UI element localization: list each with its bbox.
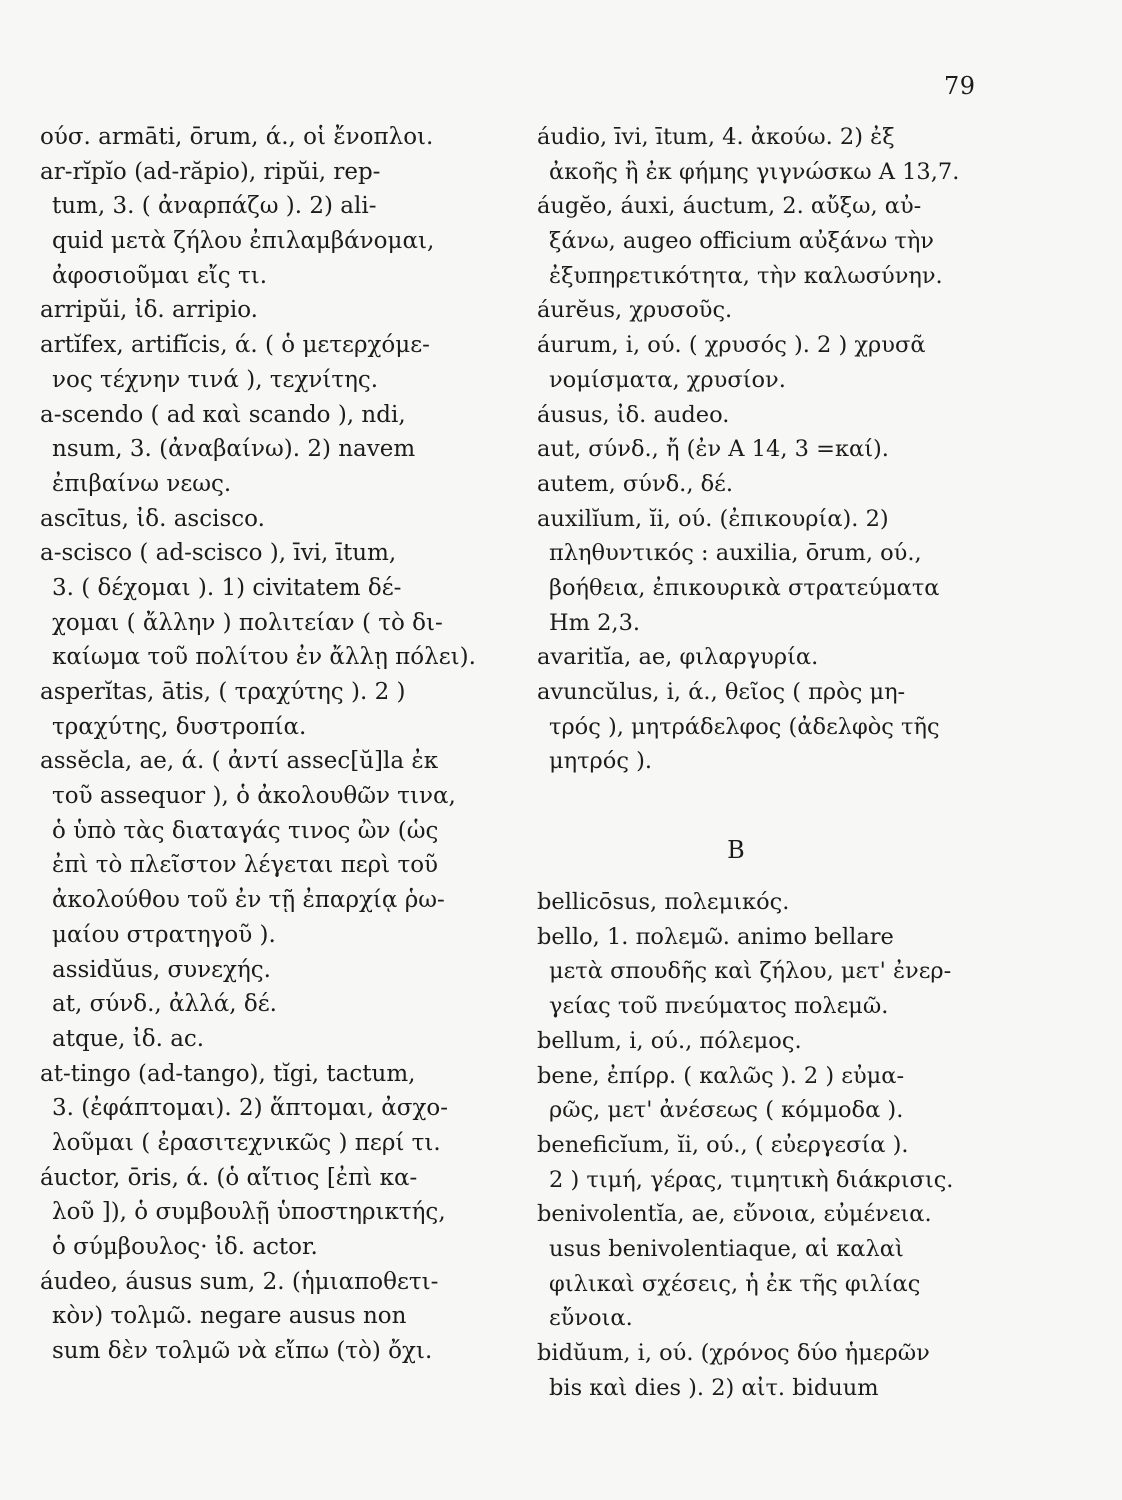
- left-column: [40, 120, 505, 1369]
- entry-line: κὸν) τολμῶ. negare ausus non: [52, 1303, 407, 1330]
- entry-line: Hm 2,3.: [549, 609, 641, 636]
- entry-line: τοῦ assequor ), ὁ ἀκολουθῶν τινα,: [52, 783, 456, 810]
- entry-line: a-scisco ( ad-scisco ), īvi, ītum,: [40, 540, 397, 567]
- entry-line: nsum, 3. (ἀναβαίνω). 2) navem: [52, 436, 416, 463]
- entry-line: βοήθεια, ἐπικουρικὰ στρατεύματα: [549, 574, 940, 601]
- entry-line: καίωμα τοῦ πολίτου ἐν ἄλλῃ πόλει).: [52, 644, 476, 671]
- entry-line: φιλικαὶ σχέσεις, ἡ ἐκ τῆς φιλίας: [549, 1270, 921, 1297]
- entry-line: πληθυντικός : auxilia, ōrum, ού.,: [549, 540, 922, 567]
- entry-line: ὁ ὑπὸ τὰς διαταγάς τινος ὢν (ὡς: [52, 817, 439, 844]
- entry-line: áudio, īvi, ītum, 4. ἀκούω. 2) ἐξ: [537, 124, 895, 150]
- entry-line: bello, 1. πολεμῶ. animo bellare: [537, 923, 894, 950]
- right-column: [537, 120, 975, 1405]
- entry-line: ξάνω, augeo officium αὐξάνω τὴν: [549, 228, 934, 255]
- entry-line: ἐξυπηρετικότητα, τὴν καλωσύνην.: [549, 262, 943, 289]
- entry-line: bellicōsus, πολεμικός.: [537, 889, 790, 916]
- entry-line: τραχύτης, δυστροπία.: [52, 713, 307, 740]
- entry-line: arripŭi, ἰδ. arripio.: [40, 297, 258, 324]
- entry-line: a-scendo ( ad καὶ scando ), ndi,: [40, 401, 406, 428]
- entry-line: μαίου στρατηγοῦ ).: [52, 921, 276, 948]
- entry-line: χομαι ( ἄλλην ) πολιτείαν ( τὸ δι-: [52, 609, 443, 636]
- section-letter-heading: B: [727, 836, 745, 865]
- entry-line: áudeo, áusus sum, 2. (ἡμιαποθετι-: [40, 1268, 439, 1295]
- entry-line: μετὰ σπουδῆς καὶ ζήλου, μετ' ἐνερ-: [549, 958, 952, 985]
- entry-line: avaritĭa, ae, φιλαργυρία.: [537, 644, 819, 671]
- entry-line: tum, 3. ( ἀναρπάζω ). 2) ali-: [52, 193, 377, 220]
- entry-line: bene, ἐπίρρ. ( καλῶς ). 2 ) εὐμα-: [537, 1062, 905, 1089]
- entry-line: áusus, ἰδ. audeo.: [537, 401, 730, 428]
- entry-line: γείας τοῦ πνεύματος πολεμῶ.: [549, 993, 889, 1020]
- entry-line: sum δὲν τολμῶ νὰ εἴπω (τὸ) ὄχι.: [52, 1338, 433, 1365]
- entry-line: at, σύνδ., ἀλλά, δέ.: [52, 991, 277, 1018]
- entry-line: assĕcla, ae, ά. ( ἀντί assec[ŭ]la ἐκ: [40, 748, 439, 775]
- entry-line: ἀφοσιοῦμαι εἴς τι.: [52, 262, 268, 289]
- entry-line: νος τέχνην τινά ), τεχνίτης.: [52, 366, 379, 393]
- entry-line: áuctor, ōris, ά. (ὁ αἴτιος [ἐπὶ κα-: [40, 1164, 418, 1191]
- entry-line: νομίσματα, χρυσίον.: [549, 366, 786, 393]
- entry-line: ούσ. armāti, ōrum, ά., οἱ ἔνοπλοι.: [40, 124, 434, 150]
- entry-line: μητρός ).: [549, 748, 653, 775]
- entry-line: usus benivolentiaque, αἱ καλαὶ: [549, 1235, 904, 1262]
- entry-line: ἐπιβαίνω νεως.: [52, 470, 232, 497]
- entry-line: ascītus, ἰδ. ascisco.: [40, 505, 265, 532]
- entry-line: bis καὶ dies ). 2) αἰτ. biduum: [549, 1374, 879, 1401]
- entry-line: ar-rĭpĭo (ad-răpio), ripŭi, rep-: [40, 158, 381, 185]
- entry-line: ἀκοῆς ἢ ἐκ φήμης γιγνώσκω Α 13,7.: [549, 158, 960, 185]
- entry-line: áurĕus, χρυσοῦς.: [537, 297, 733, 324]
- entry-line: τρός ), μητράδελφος (ἀδελφὸς τῆς: [549, 713, 940, 740]
- entry-line: asperĭtas, ātis, ( τραχύτης ). 2 ): [40, 679, 406, 705]
- entry-line: λοῦ ]), ὁ συμβουλῇ ὑποστηρικτής,: [52, 1199, 446, 1226]
- entry-line: assidŭus, συνεχής.: [52, 956, 271, 983]
- entry-line: λοῦμαι ( ἐρασιτεχνικῶς ) περί τι.: [52, 1129, 441, 1156]
- entry-line: auxilĭum, ĭi, ού. (ἐπικουρία). 2): [537, 505, 889, 532]
- entry-line: artĭfex, artifĭcis, ά. ( ὁ μετερχόμε-: [40, 332, 430, 359]
- entry-line: aut, σύνδ., ἤ (ἐν Α 14, 3 =καί).: [537, 436, 889, 463]
- entry-line: autem, σύνδ., δέ.: [537, 470, 733, 497]
- entry-line: beneficĭum, ĭi, ού., ( εὐεργεσία ).: [537, 1131, 909, 1158]
- entry-line: at-tingo (ad-tango), tĭgi, tactum,: [40, 1060, 416, 1087]
- entry-line: ρῶς, μετ' ἀνέσεως ( κόμμοδα ).: [549, 1097, 904, 1124]
- entry-line: benivolentĭa, ae, εὔνοια, εὐμένεια.: [537, 1201, 932, 1228]
- entry-line: ἀκολούθου τοῦ ἐν τῇ ἐπαρχίᾳ ῥω-: [52, 887, 445, 914]
- entry-line: εὔνοια.: [549, 1305, 633, 1332]
- entry-line: 3. (ἐφάπτομαι). 2) ἅπτομαι, ἀσχο-: [52, 1095, 449, 1122]
- entry-line: 3. ( δέχομαι ). 1) civitatem δέ-: [52, 574, 402, 601]
- entry-line: áugĕo, áuxi, áuctum, 2. αὔξω, αὐ-: [537, 193, 922, 220]
- entry-line: 2 ) τιμή, γέρας, τιμητικὴ διάκρισις.: [549, 1166, 954, 1193]
- entry-line: bidŭum, i, ού. (χρόνος δύο ἡμερῶν: [537, 1340, 930, 1366]
- entry-line: avuncŭlus, i, ά., θεῖος ( πρὸς μη-: [537, 679, 906, 705]
- entry-line: quid μετὰ ζήλου ἐπιλαμβάνομαι,: [52, 228, 435, 255]
- entry-line: bellum, i, ού., πόλεμος.: [537, 1027, 802, 1054]
- entry-line: áurum, i, ού. ( χρυσός ). 2 ) χρυσᾶ: [537, 332, 926, 359]
- entry-line: ὁ σύμβουλος· ἰδ. actor.: [52, 1234, 318, 1260]
- entry-line: ἐπὶ τὸ πλεῖστον λέγεται περὶ τοῦ: [52, 852, 439, 879]
- page-number: 79: [944, 72, 976, 100]
- entry-line: atque, ἰδ. ac.: [52, 1025, 205, 1052]
